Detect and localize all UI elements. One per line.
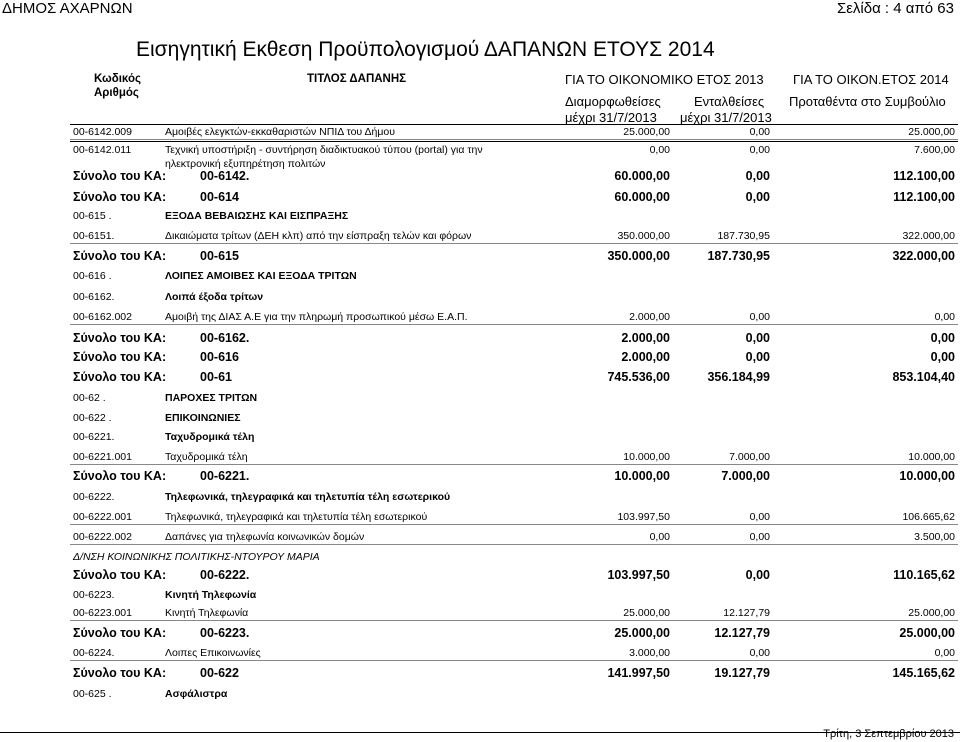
row-proposed-value: 25.000,00 <box>908 126 955 138</box>
row-ordered-value: 7.000,00 <box>729 451 770 463</box>
row-proposed-value: 106.665,62 <box>902 511 955 523</box>
sum-label: Σύνολο του ΚΑ: <box>73 249 167 263</box>
sum-ordered-value: 19.127,79 <box>714 666 770 680</box>
row-ordered-value: 0,00 <box>749 144 770 156</box>
row-separator <box>70 620 958 621</box>
sum-ordered-value: 0,00 <box>745 350 770 364</box>
sum-formed-value: 60.000,00 <box>614 190 670 204</box>
sum-label: Σύνολο του ΚΑ: <box>73 331 167 345</box>
row-code: 00-6151. <box>73 230 115 242</box>
page-title: Εισηγητική Εκθεση Προϋπολογισμού ΔΑΠΑΝΩΝ ΕΤΟΥΣ 2014 <box>136 38 715 61</box>
sum-formed-value: 10.000,00 <box>614 469 670 483</box>
row-ordered-value: 0,00 <box>749 511 770 523</box>
sum-formed-value: 350.000,00 <box>607 249 670 263</box>
sum-proposed-value: 145.165,62 <box>892 666 955 680</box>
sum-code: 00-6223. <box>200 626 250 640</box>
row-ordered-value: 0,00 <box>749 126 770 138</box>
row-proposed-value: 7.600,00 <box>914 144 955 156</box>
subsection-code: 00-6223. <box>73 589 115 601</box>
sum-label: Σύνολο του ΚΑ: <box>73 370 167 384</box>
subsection-title: Λοιπά έξοδα τρίτων <box>165 291 264 303</box>
sum-formed-value: 2.000,00 <box>621 350 670 364</box>
sum-ordered-value: 0,00 <box>745 568 770 582</box>
sum-proposed-value: 322.000,00 <box>892 249 955 263</box>
row-separator <box>70 243 958 244</box>
subsection-title: Ταχυδρομικά τέλη <box>165 431 255 443</box>
row-description: Δαπάνες για τηλεφωνία κοινωνικών δομών <box>165 531 365 543</box>
sum-ordered-value: 7.000,00 <box>721 469 770 483</box>
row-ordered-value: 0,00 <box>749 311 770 323</box>
sum-ordered-value: 0,00 <box>745 190 770 204</box>
sum-code: 00-6221. <box>200 469 250 483</box>
subsection-title: Τηλεφωνικά, τηλεγραφικά και τηλετυπία τέλη εσωτερικού <box>165 491 451 503</box>
row-separator <box>70 524 958 525</box>
row-proposed-value: 322.000,00 <box>902 230 955 242</box>
col-fy2014-label: ΓΙΑ ΤΟ ΟΙΚΟΝ.ΕΤΟΣ 2014 <box>793 72 949 87</box>
col-formed-label: Διαμορφωθείσες <box>565 94 661 109</box>
row-proposed-value: 0,00 <box>934 311 955 323</box>
col-ordered-label: Ενταλθείσες <box>694 94 765 109</box>
col-code-label-1: Κωδικός <box>94 73 141 85</box>
header-rule <box>70 124 958 125</box>
section-code: 00-615 . <box>73 210 112 222</box>
sum-label: Σύνολο του ΚΑ: <box>73 350 167 364</box>
sum-ordered-value: 0,00 <box>745 331 770 345</box>
sum-proposed-value: 853.104,40 <box>892 370 955 384</box>
row-formed-value: 350.000,00 <box>617 230 670 242</box>
sum-ordered-value: 0,00 <box>745 169 770 183</box>
row-separator <box>70 464 958 465</box>
sum-label: Σύνολο του ΚΑ: <box>73 469 167 483</box>
row-separator <box>70 544 958 545</box>
sum-formed-value: 141.997,50 <box>607 666 670 680</box>
row-ordered-value: 0,00 <box>749 531 770 543</box>
sum-label: Σύνολο του ΚΑ: <box>73 626 167 640</box>
row-code: 00-6223.001 <box>73 607 132 619</box>
sum-code: 00-622 <box>200 666 239 680</box>
col-formed-date: μέχρι 31/7/2013 <box>565 110 657 125</box>
sum-formed-value: 745.536,00 <box>607 370 670 384</box>
sum-code: 00-6142. <box>200 169 250 183</box>
row-code: 00-6162.002 <box>73 311 132 323</box>
sum-label: Σύνολο του ΚΑ: <box>73 169 167 183</box>
col-proposed-label: Προταθέντα στο Συμβούλιο <box>789 94 946 109</box>
sum-label: Σύνολο του ΚΑ: <box>73 666 167 680</box>
sum-code: 00-616 <box>200 350 239 364</box>
section-code: 00-62 . <box>73 392 106 404</box>
row-separator <box>70 139 958 140</box>
footer-date: Τρίτη, 3 Σεπτεμβρίου 2013 <box>823 728 954 740</box>
page-number: Σελίδα : 4 από 63 <box>836 0 954 17</box>
sum-formed-value: 103.997,50 <box>607 568 670 582</box>
row-proposed-value: 0,00 <box>934 647 955 659</box>
row-separator <box>70 660 958 661</box>
section-title: ΕΠΙΚΟΙΝΩΝΙΕΣ <box>165 412 241 424</box>
row-formed-value: 10.000,00 <box>623 451 670 463</box>
row-ordered-value: 187.730,95 <box>717 230 770 242</box>
sum-formed-value: 2.000,00 <box>621 331 670 345</box>
row-code: 00-6222.001 <box>73 511 132 523</box>
row-formed-value: 25.000,00 <box>623 607 670 619</box>
sum-formed-value: 25.000,00 <box>614 626 670 640</box>
row-description: Αμοιβή της ΔΙΑΣ Α.Ε για την πληρωμή προσωπικού μέσω Ε.Α.Π. <box>165 311 468 323</box>
row-description: Δικαιώματα τρίτων (ΔΕΗ κλπ) από την είσπραξη τελών και φόρων <box>165 230 472 242</box>
row-description: Λοιπες Επικοινωνίες <box>165 647 261 659</box>
sum-proposed-value: 112.100,00 <box>893 190 955 204</box>
row-ordered-value: 0,00 <box>749 647 770 659</box>
sum-proposed-value: 112.100,00 <box>893 169 955 183</box>
organization-name: ΔΗΜΟΣ ΑΧΑΡΝΩΝ <box>2 0 133 17</box>
row-formed-value: 103.997,50 <box>617 511 670 523</box>
sum-label: Σύνολο του ΚΑ: <box>73 568 167 582</box>
row-formed-value: 0,00 <box>649 144 670 156</box>
subsection-title: Ασφάλιστρα <box>165 688 228 700</box>
row-description: Κινητή Τηλεφωνία <box>165 607 249 619</box>
row-code: 00-6222.002 <box>73 531 132 543</box>
row-code: 00-6142.009 <box>73 126 132 138</box>
row-formed-value: 0,00 <box>649 531 670 543</box>
row-code: 00-6142.011 <box>73 144 132 156</box>
col-code-label-2: Αριθμός <box>94 87 139 99</box>
sum-ordered-value: 12.127,79 <box>714 626 770 640</box>
sum-code: 00-6222. <box>200 568 250 582</box>
subsection-title: Κινητή Τηλεφωνία <box>165 589 257 601</box>
row-proposed-value: 3.500,00 <box>914 531 955 543</box>
sum-label: Σύνολο του ΚΑ: <box>73 190 167 204</box>
sum-code: 00-615 <box>200 249 239 263</box>
header-rule-2 <box>70 141 958 142</box>
sum-code: 00-61 <box>200 370 232 384</box>
sum-code: 00-614 <box>200 190 239 204</box>
section-title: ΛΟΙΠΕΣ ΑΜΟΙΒΕΣ ΚΑΙ ΕΞΟΔΑ ΤΡΙΤΩΝ <box>165 270 357 282</box>
row-ordered-value: 12.127,79 <box>723 607 770 619</box>
row-description: Τηλεφωνικά, τηλεγραφικά και τηλετυπία τέλη εσωτερικού <box>165 511 428 523</box>
sum-proposed-value: 10.000,00 <box>899 469 955 483</box>
sum-proposed-value: 25.000,00 <box>899 626 955 640</box>
sum-formed-value: 60.000,00 <box>614 169 670 183</box>
footer-rule <box>0 732 960 733</box>
row-proposed-value: 25.000,00 <box>908 607 955 619</box>
row-formed-value: 2.000,00 <box>629 311 670 323</box>
section-code: 00-616 . <box>73 270 112 282</box>
col-ordered-date: μέχρι 31/7/2013 <box>680 110 772 125</box>
department-note: Δ/ΝΣΗ ΚΟΙΝΩΝΙΚΗΣ ΠΟΛΙΤΙΚΗΣ-ΝΤΟΥΡΟΥ ΜΑΡΙΑ <box>73 551 320 563</box>
col-fy2013-label: ΓΙΑ ΤΟ ΟΙΚΟΝΟΜΙΚΟ ΕΤΟΣ 2013 <box>565 72 764 87</box>
sum-proposed-value: 0,00 <box>930 350 955 364</box>
col-title-label: ΤΙΤΛΟΣ ΔΑΠΑΝΗΣ <box>307 73 407 85</box>
section-title: ΠΑΡΟΧΕΣ ΤΡΙΤΩΝ <box>165 392 258 404</box>
row-formed-value: 25.000,00 <box>623 126 670 138</box>
row-proposed-value: 10.000,00 <box>908 451 955 463</box>
row-description-cont: ηλεκτρονική εξυπηρέτηση πολιτών <box>165 158 326 170</box>
sum-proposed-value: 0,00 <box>930 331 955 345</box>
row-description: Ταχυδρομικά τέλη <box>165 451 248 463</box>
subsection-code: 00-6221. <box>73 431 115 443</box>
sum-proposed-value: 110.165,62 <box>893 568 955 582</box>
section-title: ΕΞΟΔΑ ΒΕΒΑΙΩΣΗΣ ΚΑΙ ΕΙΣΠΡΑΞΗΣ <box>165 210 349 222</box>
row-description: Τεχνική υποστήριξη - συντήρηση διαδικτυακού τύπου (portal) για την <box>165 144 483 156</box>
row-code: 00-6221.001 <box>73 451 132 463</box>
row-separator <box>70 324 958 325</box>
section-code: 00-622 . <box>73 412 112 424</box>
row-formed-value: 3.000,00 <box>629 647 670 659</box>
subsection-code: 00-625 . <box>73 688 112 700</box>
row-description: Αμοιβές ελεγκτών-εκκαθαριστών ΝΠΙΔ του Δήμου <box>165 126 396 138</box>
sum-code: 00-6162. <box>200 331 250 345</box>
subsection-code: 00-6222. <box>73 491 115 503</box>
row-code: 00-6224. <box>73 647 115 659</box>
subsection-code: 00-6162. <box>73 291 115 303</box>
sum-ordered-value: 187.730,95 <box>707 249 770 263</box>
sum-ordered-value: 356.184,99 <box>707 370 770 384</box>
